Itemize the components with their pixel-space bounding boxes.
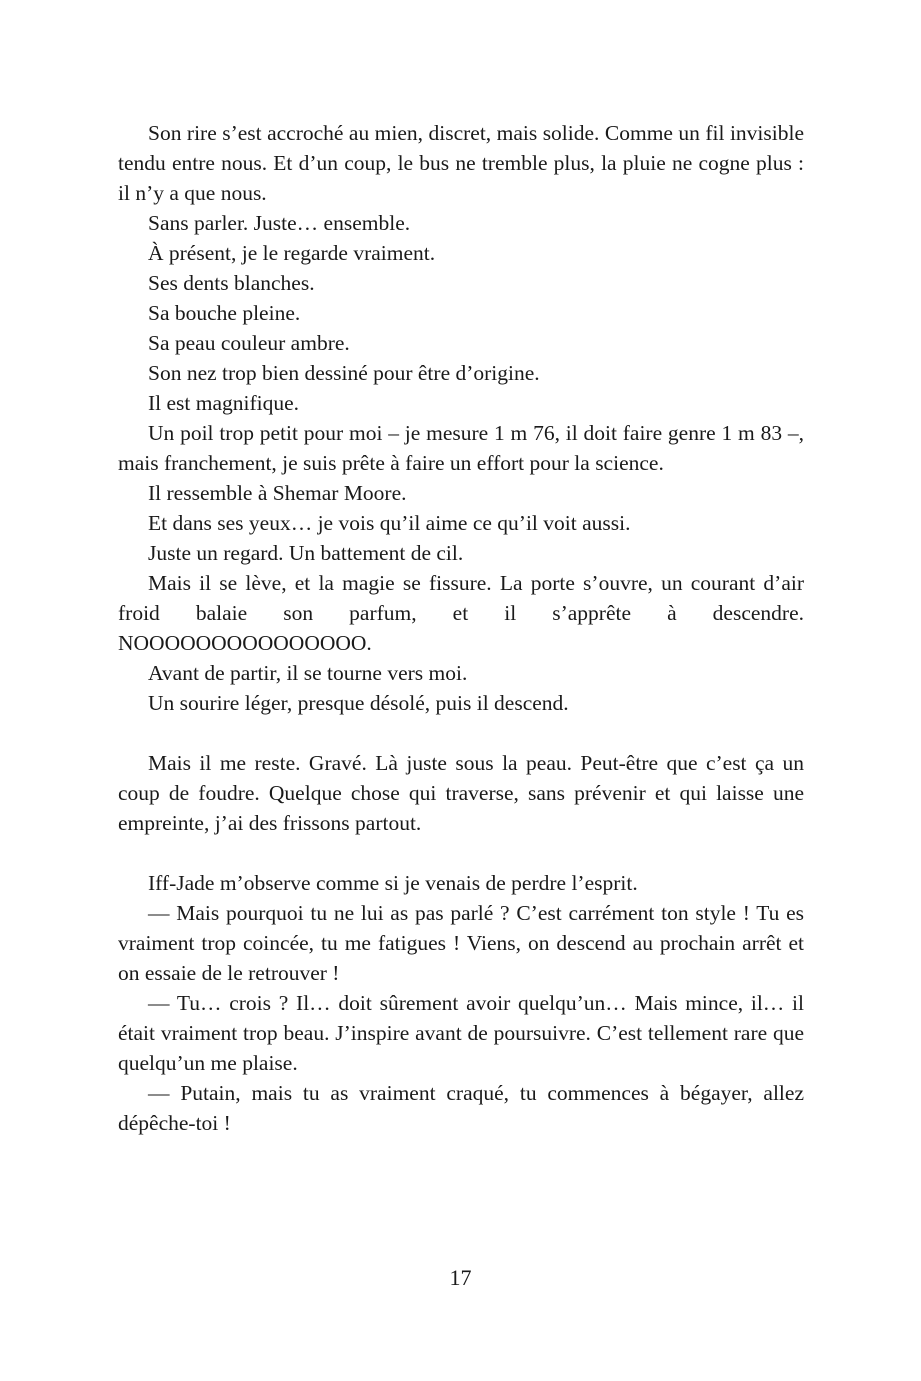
paragraph: À présent, je le regarde vraiment. <box>148 241 436 265</box>
paragraph: Un sourire léger, presque désolé, puis il descend. <box>148 691 569 715</box>
paragraph: Iff-Jade m’observe comme si je venais de perdre l’esprit. <box>148 871 638 895</box>
dialogue-paragraph: — Tu… crois ? Il… doit sûrement avoir quelqu’un… Mais mince, il… il était vraiment trop beau. J’inspire avant de poursuivre. C’est tellement rare que quelqu’un me plaise. <box>118 991 804 1075</box>
paragraph: Son nez trop bien dessiné pour être d’origine. <box>148 361 540 385</box>
paragraph: Juste un regard. Un battement de cil. <box>148 541 464 565</box>
scene-break <box>118 838 804 868</box>
paragraph: Mais il se lève, et la magie se fissure. La porte s’ouvre, un courant d’air froid balaie son parfum, et il s’apprête à descendre. NOOOOOOOOOOOOOOO. <box>118 571 804 655</box>
page-body-text <box>118 118 804 1138</box>
paragraph: Un poil trop petit pour moi – je mesure 1 m 76, il doit faire genre 1 m 83 –, mais franchement, je suis prête à faire un effort pour la science. <box>118 421 804 475</box>
dialogue-paragraph: — Putain, mais tu as vraiment craqué, tu commences à bégayer, allez dépêche-toi ! <box>118 1081 804 1135</box>
paragraph: Sa bouche pleine. <box>148 301 301 325</box>
dialogue-paragraph: — Mais pourquoi tu ne lui as pas parlé ? C’est carrément ton style ! Tu es vraiment trop coincée, tu me fatigues ! Viens, on descend au prochain arrêt et on essaie de le retrouver ! <box>118 901 804 985</box>
paragraph: Ses dents blanches. <box>148 271 315 295</box>
paragraph: Il ressemble à Shemar Moore. <box>148 481 407 505</box>
page-number: 17 <box>449 1265 472 1290</box>
paragraph: Mais il me reste. Gravé. Là juste sous la peau. Peut-être que c’est ça un coup de foudre. Quelque chose qui traverse, sans prévenir et qui laisse une empreinte, j’ai des frissons partout. <box>118 751 804 835</box>
paragraph: Sa peau couleur ambre. <box>148 331 350 355</box>
paragraph: Il est magnifique. <box>148 391 300 415</box>
paragraph: Son rire s’est accroché au mien, discret, mais solide. Comme un fil invisible tendu entre nous. Et d’un coup, le bus ne tremble plus, la pluie ne cogne plus : il n’y a que nous. <box>118 121 804 205</box>
paragraph: Avant de partir, il se tourne vers moi. <box>148 661 468 685</box>
paragraph: Et dans ses yeux… je vois qu’il aime ce qu’il voit aussi. <box>148 511 631 535</box>
paragraph: Sans parler. Juste… ensemble. <box>148 211 411 235</box>
scene-break <box>118 718 804 748</box>
